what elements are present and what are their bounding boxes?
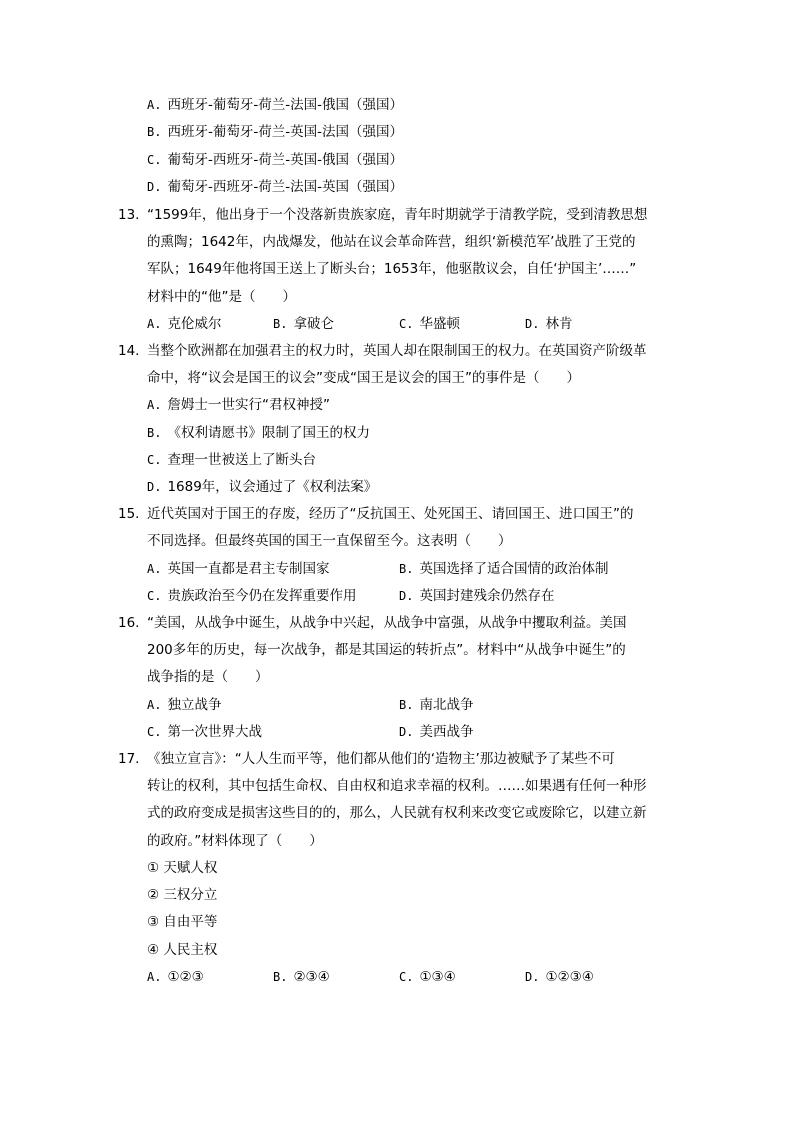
question-text: 命中，将“议会是国王的议会”变成“国王是议会的国王”的事件是（ ） (147, 370, 580, 386)
option-text: 英国一直都是君主专制国家 (167, 561, 330, 577)
option-letter: A. (147, 698, 162, 712)
question-text: 当整个欧洲都在加强君主的权力时，英国人却在限制国王的权力。在英国资产阶级革 (147, 343, 647, 359)
option-text: 西班牙-葡萄牙-荷兰-法国-俄国（强国） (167, 97, 403, 113)
option-letter: D. (399, 589, 414, 603)
option-b (273, 314, 334, 334)
option-d (525, 314, 572, 334)
option-c (399, 967, 456, 987)
question-text: “美国，从战争中诞生，从战争中兴起，从战争中富强，从战争中攫取利益。美国 (147, 615, 627, 631)
question-text: 的熏陶；1642年，内战爆发，他站在议会革命阵营，组织‘新模范军’战胜了王党的 (147, 234, 636, 250)
option-letter: A. (147, 98, 162, 112)
question-number: 14. (118, 343, 140, 359)
question-text: 材料中的“他”是（ ） (147, 289, 296, 305)
option-a (147, 314, 221, 334)
option-text: ②③④ (293, 969, 330, 985)
statement-item: ④ 人民主权 (147, 942, 218, 958)
option-c (399, 314, 460, 334)
option-letter: C. (147, 589, 162, 603)
option-b (147, 423, 370, 443)
question-text: 不同选择。但最终英国的国王一直保留至今。这表明（ ） (147, 533, 512, 549)
option-a (147, 695, 221, 715)
question-text: 200多年的历史，每一次战争，都是其国运的转折点”。材料中“从战争中诞生”的 (147, 642, 626, 658)
option-letter: D. (525, 970, 540, 984)
question-number: 13. (118, 207, 140, 223)
option-text: 葡萄牙-西班牙-荷兰-英国-俄国（强国） (167, 152, 403, 168)
option-b (273, 967, 330, 987)
option-letter: A. (147, 317, 162, 331)
question-number: 17. (118, 751, 140, 767)
option-a (147, 967, 204, 987)
option-text: 詹姆士一世实行“君权神授” (167, 397, 330, 413)
q12-option-c (147, 150, 403, 170)
option-text: 西班牙-葡萄牙-荷兰-英国-法国（强国） (167, 124, 403, 140)
option-text: 英国选择了适合国情的政治体制 (419, 561, 609, 577)
option-text: 《权利请愿书》限制了国王的权力 (167, 425, 370, 441)
option-c (147, 586, 356, 606)
question-number: 16. (118, 615, 140, 631)
option-a (147, 395, 330, 415)
option-a (147, 559, 329, 579)
option-letter: A. (147, 398, 162, 412)
statement-item: ③ 自由平等 (147, 914, 218, 930)
option-letter: C. (147, 453, 162, 467)
option-d (147, 477, 377, 497)
option-letter: B. (273, 970, 288, 984)
option-letter: D. (525, 317, 540, 331)
statement-item: ② 三权分立 (147, 887, 218, 903)
option-d (399, 586, 554, 606)
option-d (399, 722, 473, 742)
option-letter: B. (399, 698, 414, 712)
question-number: 15. (118, 506, 140, 522)
option-b (399, 559, 608, 579)
question-text: 转让的权利，其中包括生命权、自由权和追求幸福的权利。……如果遇有任何一种形 (147, 778, 647, 794)
option-letter: C. (147, 153, 162, 167)
option-text: 南北战争 (419, 697, 474, 713)
option-letter: B. (147, 426, 162, 440)
option-text: 拿破仑 (293, 316, 334, 332)
option-d (525, 967, 594, 987)
question-text: 军队；1649年他将国王送上了断头台；1653年，他驱散议会，自任‘护国主’……” (147, 261, 637, 277)
option-text: 华盛顿 (419, 316, 460, 332)
option-text: ①③④ (419, 969, 456, 985)
question-text: “1599年，他出身于一个没落新贵族家庭，青年时期就学于清教学院，受到清教思想 (147, 207, 648, 223)
option-letter: C. (399, 970, 414, 984)
option-text: 第一次世界大战 (167, 724, 262, 740)
question-text: 的政府。”材料体现了（ ） (147, 833, 323, 849)
option-letter: D. (399, 725, 414, 739)
statement-item: ① 天赋人权 (147, 860, 218, 876)
option-b (399, 695, 473, 715)
option-letter: C. (147, 725, 162, 739)
q12-option-d (147, 177, 403, 197)
option-letter: D. (147, 480, 162, 494)
question-text: 近代英国对于国王的存废，经历了“反抗国王、处死国王、请回国王、进口国王”的 (147, 506, 634, 522)
option-letter: D. (147, 180, 162, 194)
option-text: 查理一世被送上了断头台 (167, 452, 316, 468)
q12-option-b (147, 122, 403, 142)
option-text: 葡萄牙-西班牙-荷兰-法国-英国（强国） (167, 179, 403, 195)
option-text: ①②③ (167, 969, 204, 985)
option-letter: A. (147, 970, 162, 984)
option-letter: B. (399, 562, 414, 576)
option-letter: A. (147, 562, 162, 576)
option-text: 独立战争 (167, 697, 222, 713)
question-text: 式的政府变成是损害这些目的的，那么，人民就有权利来改变它或废除它，以建立新 (147, 805, 647, 821)
question-text: 战争指的是（ ） (147, 669, 269, 685)
option-text: 英国封建残余仍然存在 (419, 588, 555, 604)
option-letter: B. (147, 125, 162, 139)
question-text: 《独立宣言》：“人人生而平等，他们都从他们的‘造物主’那边被赋予了某些不可 (147, 751, 615, 767)
option-c (147, 450, 316, 470)
option-letter: C. (399, 317, 414, 331)
option-text: 林肯 (545, 316, 573, 332)
option-c (147, 722, 262, 742)
option-text: 1689年，议会通过了《权利法案》 (167, 479, 378, 495)
option-text: 美西战争 (419, 724, 474, 740)
option-text: 贵族政治至今仍在发挥重要作用 (167, 588, 357, 604)
option-letter: B. (273, 317, 288, 331)
option-text: 克伦威尔 (167, 316, 222, 332)
option-text: ①②③④ (545, 969, 594, 985)
q12-option-a (147, 95, 403, 115)
